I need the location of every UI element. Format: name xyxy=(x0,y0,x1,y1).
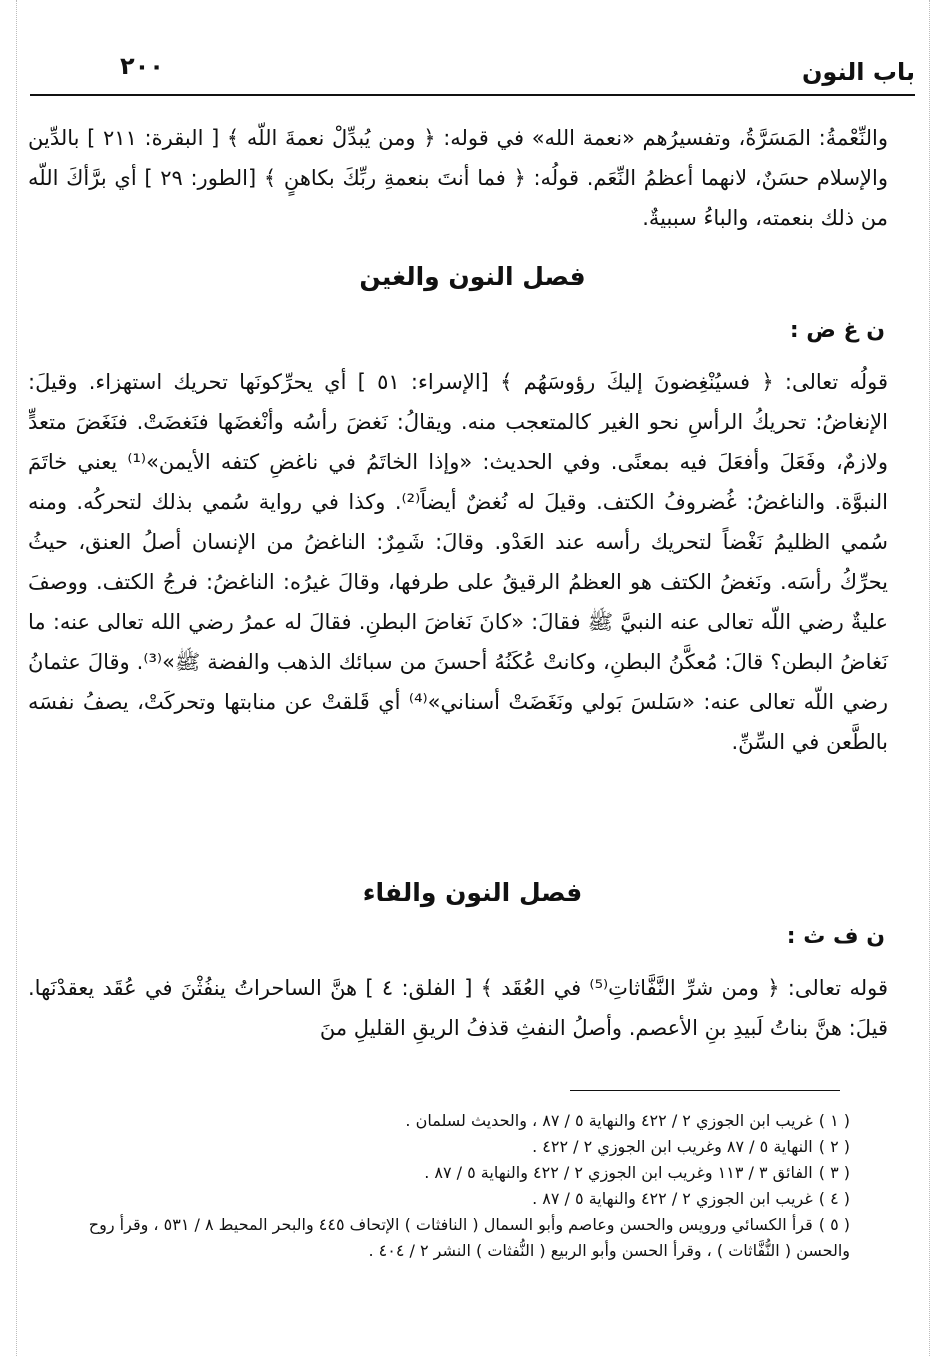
scan-margin-dots-right xyxy=(929,0,930,1356)
footnote-item xyxy=(60,1186,850,1212)
chapter-title: باب النون xyxy=(801,58,915,86)
footnote-text: الفائق ٣ / ١١٣ وغريب ابن الجوزي ٢ / ٤٢٢ والنهاية ٥ / ٨٧ . xyxy=(424,1163,813,1182)
paragraph-ngd: قولُه تعالى: ﴿ فسيُنْغِضونَ إليكَ رؤوسَهُم ﴾ [الإسراء: ٥١ ] أي يحرِّكونَها تحريك استهزاء. وقيلَ: الإنغاضُ: تحريكُ الرأسِ نحو الغير كالمتعجب منه. ويقالُ: نَغضَ رأسُه وأنْغضَها فنَغضَتْ. فنَغَضَ متعدٍّ ولازمٌ، وفَعَلَ وأفعَلَ فيه بمعنًى. وفي الحديث: «وإذا الخاتَمُ في ناغضِ كتفه الأيمن»⁽¹⁾ يعني خاتَمَ النبوَّة. والناغضُ: غُضروفُ الكتف. وقيلَ له نُغضٌ أيضاً⁽²⁾. وكذا في رواية سُمي بذلك لتحركُه. ومنه سُمي الظليمُ نَغْضاً لتحريك رأسه عند العَدْو. وقالَ: شَمِرٌ: الناغضُ من الإنسان أصلُ العنق، حيثُ يحرِّكُ رأسَه. ونَغضُ الكتف هو العظمُ الرقيقُ على طرفها، وقالَ غيرُه: الناغضُ: فرجُ الكتف. ووصفَ عليةٌ رضي اللّه تعالى عنه النبيَّ ﷺ فقالَ: «كانَ نَغاضَ البطنِ. فقالَ له عمرُ رضي الله تعالى عنه: ما نَغاضُ البطن؟ قالَ: مُعكَّنُ البطنِ، وكانتْ عُكَنُهُ أحسنَ من سبائك الذهب والفضة ﷺ»⁽³⁾. وقالَ عثمانُ رضي اللّه تعالى عنه: «سَلسَ بَولي ونَغَضَتْ أسناني»⁽⁴⁾ أي قَلقتْ عن منابتها وتحركَتْ، يصفُ نفسَه بالطَّعن في السِّنِّ. xyxy=(28,370,889,754)
footnote-item xyxy=(60,1160,850,1186)
footnote-separator xyxy=(570,1090,840,1091)
header-rule xyxy=(30,94,915,96)
footnote-item xyxy=(60,1108,850,1134)
entry-root-ngd: ن غ ض : xyxy=(789,318,885,343)
footnotes-list xyxy=(60,1108,850,1264)
page-header xyxy=(30,52,915,92)
entry-root-nfth: ن ف ث : xyxy=(786,924,885,949)
page-number: ٢٠٠ xyxy=(120,52,164,80)
footnote-text: غريب ابن الجوزي ٢ / ٤٢٢ والنهاية ٥ / ٨٧ . xyxy=(532,1189,813,1208)
scan-margin-dots-left xyxy=(16,0,17,1356)
paragraph-nfth: قوله تعالى: ﴿ ومن شرِّ النَّفَّاثاتِ⁽⁵⁾ في العُقَد ﴾ [ الفلق: ٤ ] هنَّ الساحراتُ ينفُثْنَ في عُقَد يعقدْنَها. قيلَ: هنَّ بناتُ لَبيدِ بنِ الأعصم. وأصلُ النفثِ قذفُ الريقِ القليلِ منَ xyxy=(28,976,888,1040)
footnote-item xyxy=(60,1134,850,1160)
footnote-number: ( ٣ ) xyxy=(818,1163,850,1182)
footnote-item xyxy=(60,1212,850,1264)
footnote-text: قرأ الكسائي ورويس والحسن وعاصم وأبو السمال ( النافثات ) الإتحاف ٤٤٥ والبحر المحيط ٨ / ٥٣١ ، وقرأ روح والحسن ( النُّفَّاثات ) ، وقرأ الحسن وأبو الربيع ( النُّفثات ) النشر ٢ / ٤٠٤ . xyxy=(88,1215,850,1260)
section-heading-nun-ghayn: فصل النون والغين xyxy=(359,262,586,291)
footnote-text: النهاية ٥ / ٨٧ وغريب ابن الجوزي ٢ / ٤٢٢ . xyxy=(532,1137,813,1156)
footnote-number: ( ١ ) xyxy=(818,1111,850,1130)
footnote-number: ( ٢ ) xyxy=(818,1137,850,1156)
section-heading-nun-fa: فصل النون والفاء xyxy=(362,878,583,907)
footnote-number: ( ٥ ) xyxy=(818,1215,850,1234)
paragraph-intro: والنِّعْمةُ: المَسَرَّةُ، وتفسيرُهم «نعمة الله» في قوله: ﴿ ومن يُبدِّلْ نعمةَ اللّه ﴾ [ البقرة: ٢١١ ] بالدِّين والإسلام حسَنٌ، لانهما أعظمُ النِّعَم. قولُه: ﴿ فما أنتَ بنعمةِ ربِّكَ بكاهنٍ ﴾ [الطور: ٢٩ ] أي برَّأكَ اللّه من ذلك بنعمته، والباءُ سببيةٌ. xyxy=(28,126,889,230)
footnote-number: ( ٤ ) xyxy=(818,1189,850,1208)
footnote-text: غريب ابن الجوزي ٢ / ٤٢٢ والنهاية ٥ / ٨٧ ، والحديث لسلمان . xyxy=(405,1111,813,1130)
